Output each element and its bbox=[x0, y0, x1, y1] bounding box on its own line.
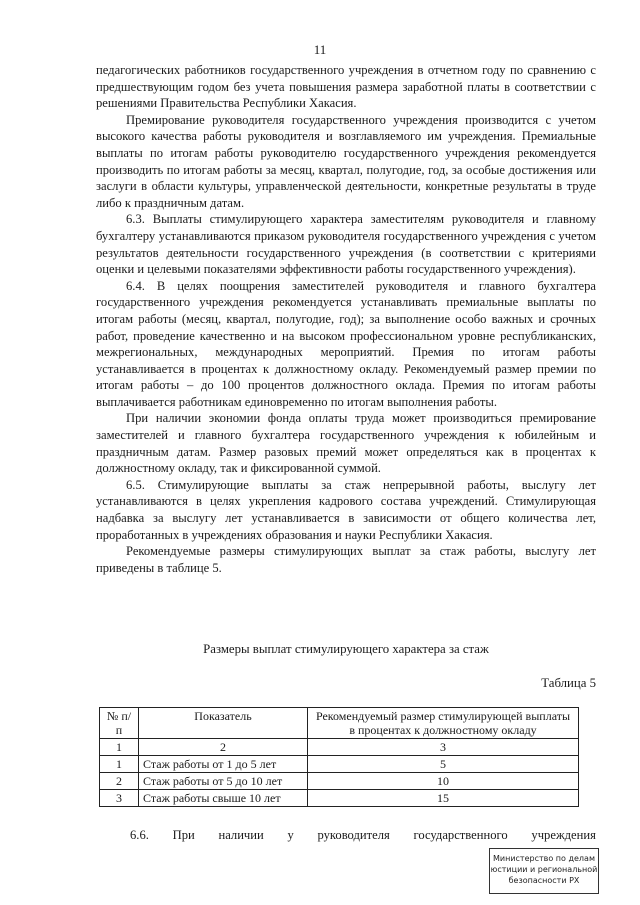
stamp-line: безопасности РХ bbox=[508, 876, 580, 885]
word: у bbox=[287, 828, 294, 842]
cell-num: 1 bbox=[100, 739, 139, 756]
paragraph-6-4: 6.4. В целях поощрения заместителей руководителя и главного бухгалтера государственного учреждения рекомендуется устанавливать премиальные выплаты по итогам работы (месяц, квартал, полугодие, год); за выполнение особо важных и срочных работ, проведение качественно и на высоком профессиональном уровне республиканских, межрегиональных, международных мероприятий. Премия по итогам работы устанавливается в процентах к должностному окладу. Рекомендуемый размер премии по итогам работы – до 100 процентов должностного оклада. Премия по итогам работы выплачивается работникам единовременно по итогам выполнения работы. bbox=[96, 278, 596, 409]
seniority-bonus-table bbox=[99, 707, 579, 807]
cell-indicator: 2 bbox=[139, 739, 308, 756]
stamp-line: Министерство по делам bbox=[493, 854, 595, 863]
cell-num: 1 bbox=[100, 756, 139, 773]
stamp-line: юстиции и региональной bbox=[490, 865, 598, 874]
cell-num: 3 bbox=[100, 790, 139, 807]
ministry-stamp bbox=[489, 848, 599, 894]
paragraph-continuation: педагогических работников государственного учреждения в отчетном году по сравнению с предшествующим годом без учета повышения размера заработной платы в соответствии с решениями Правительства Республики Хакасия. bbox=[96, 63, 596, 111]
cell-indicator: Стаж работы свыше 10 лет bbox=[139, 790, 308, 807]
table-row bbox=[100, 739, 579, 756]
cell-indicator: Стаж работы от 5 до 10 лет bbox=[139, 773, 308, 790]
word: наличии bbox=[218, 828, 264, 842]
table-row bbox=[100, 756, 579, 773]
header-size: Рекомендуемый размер стимулирующей выплаты в процентах к должностному окладу bbox=[308, 708, 579, 739]
cell-size: 15 bbox=[308, 790, 579, 807]
paragraph-6-6-start bbox=[96, 827, 596, 844]
paragraph-director-bonus: Премирование руководителя государственного учреждения производится с учетом высокого качества работы руководителя и возглавляемого им учреждения. Премиальные выплаты по итогам работы руководителю государственного учреждения рекомендуется производить по итогам работы за месяц, квартал, полугодие, год, за особые достижения или заслуги в области культуры, управленческой деятельности, конкретные результаты в труде либо к праздничным датам. bbox=[96, 112, 596, 210]
table-label: Таблица 5 bbox=[541, 676, 596, 690]
table-row bbox=[100, 773, 579, 790]
header-indicator: Показатель bbox=[139, 708, 308, 739]
word: государственного bbox=[413, 828, 508, 842]
paragraph-savings-bonus: При наличии экономии фонда оплаты труда может производиться премирование заместителей и главного бухгалтера государственного учреждения к юбилейным и праздничным датам. Размер разовых премий может определяться как в процентах к должностному окладу, так и фиксированной суммой. bbox=[96, 411, 596, 476]
document-body bbox=[96, 62, 596, 576]
table-header-row bbox=[100, 708, 579, 739]
paragraph-6-3: 6.3. Выплаты стимулирующего характера заместителям руководителя и главному бухгалтеру устанавливаются приказом руководителя государственного учреждения с учетом результатов деятельности государственного учреждения (в соответствии с критериями оценки и целевыми показателями эффективности работы государственного учреждения). bbox=[96, 212, 596, 277]
table-row bbox=[100, 790, 579, 807]
paragraph-table-reference: Рекомендуемые размеры стимулирующих выплат за стаж работы, выслугу лет приведены в таблице 5. bbox=[96, 544, 596, 575]
header-num: № п/п bbox=[100, 708, 139, 739]
paragraph-6-5: 6.5. Стимулирующие выплаты за стаж непрерывной работы, выслугу лет устанавливаются в целях укрепления кадрового состава учреждений. Стимулирующая надбавка за выслугу лет устанавливается в зависимости от общего количества лет, проработанных в учреждениях образования и науки Республики Хакасия. bbox=[96, 477, 596, 542]
cell-indicator: Стаж работы от 1 до 5 лет bbox=[139, 756, 308, 773]
word: руководителя bbox=[317, 828, 390, 842]
table-caption: Размеры выплат стимулирующего характера за стаж bbox=[203, 642, 489, 656]
word: При bbox=[172, 828, 195, 842]
page-number: 11 bbox=[313, 42, 327, 57]
cell-size: 3 bbox=[308, 739, 579, 756]
word: учреждения bbox=[531, 828, 596, 842]
cell-size: 10 bbox=[308, 773, 579, 790]
word: 6.6. bbox=[130, 828, 149, 842]
cell-size: 5 bbox=[308, 756, 579, 773]
cell-num: 2 bbox=[100, 773, 139, 790]
